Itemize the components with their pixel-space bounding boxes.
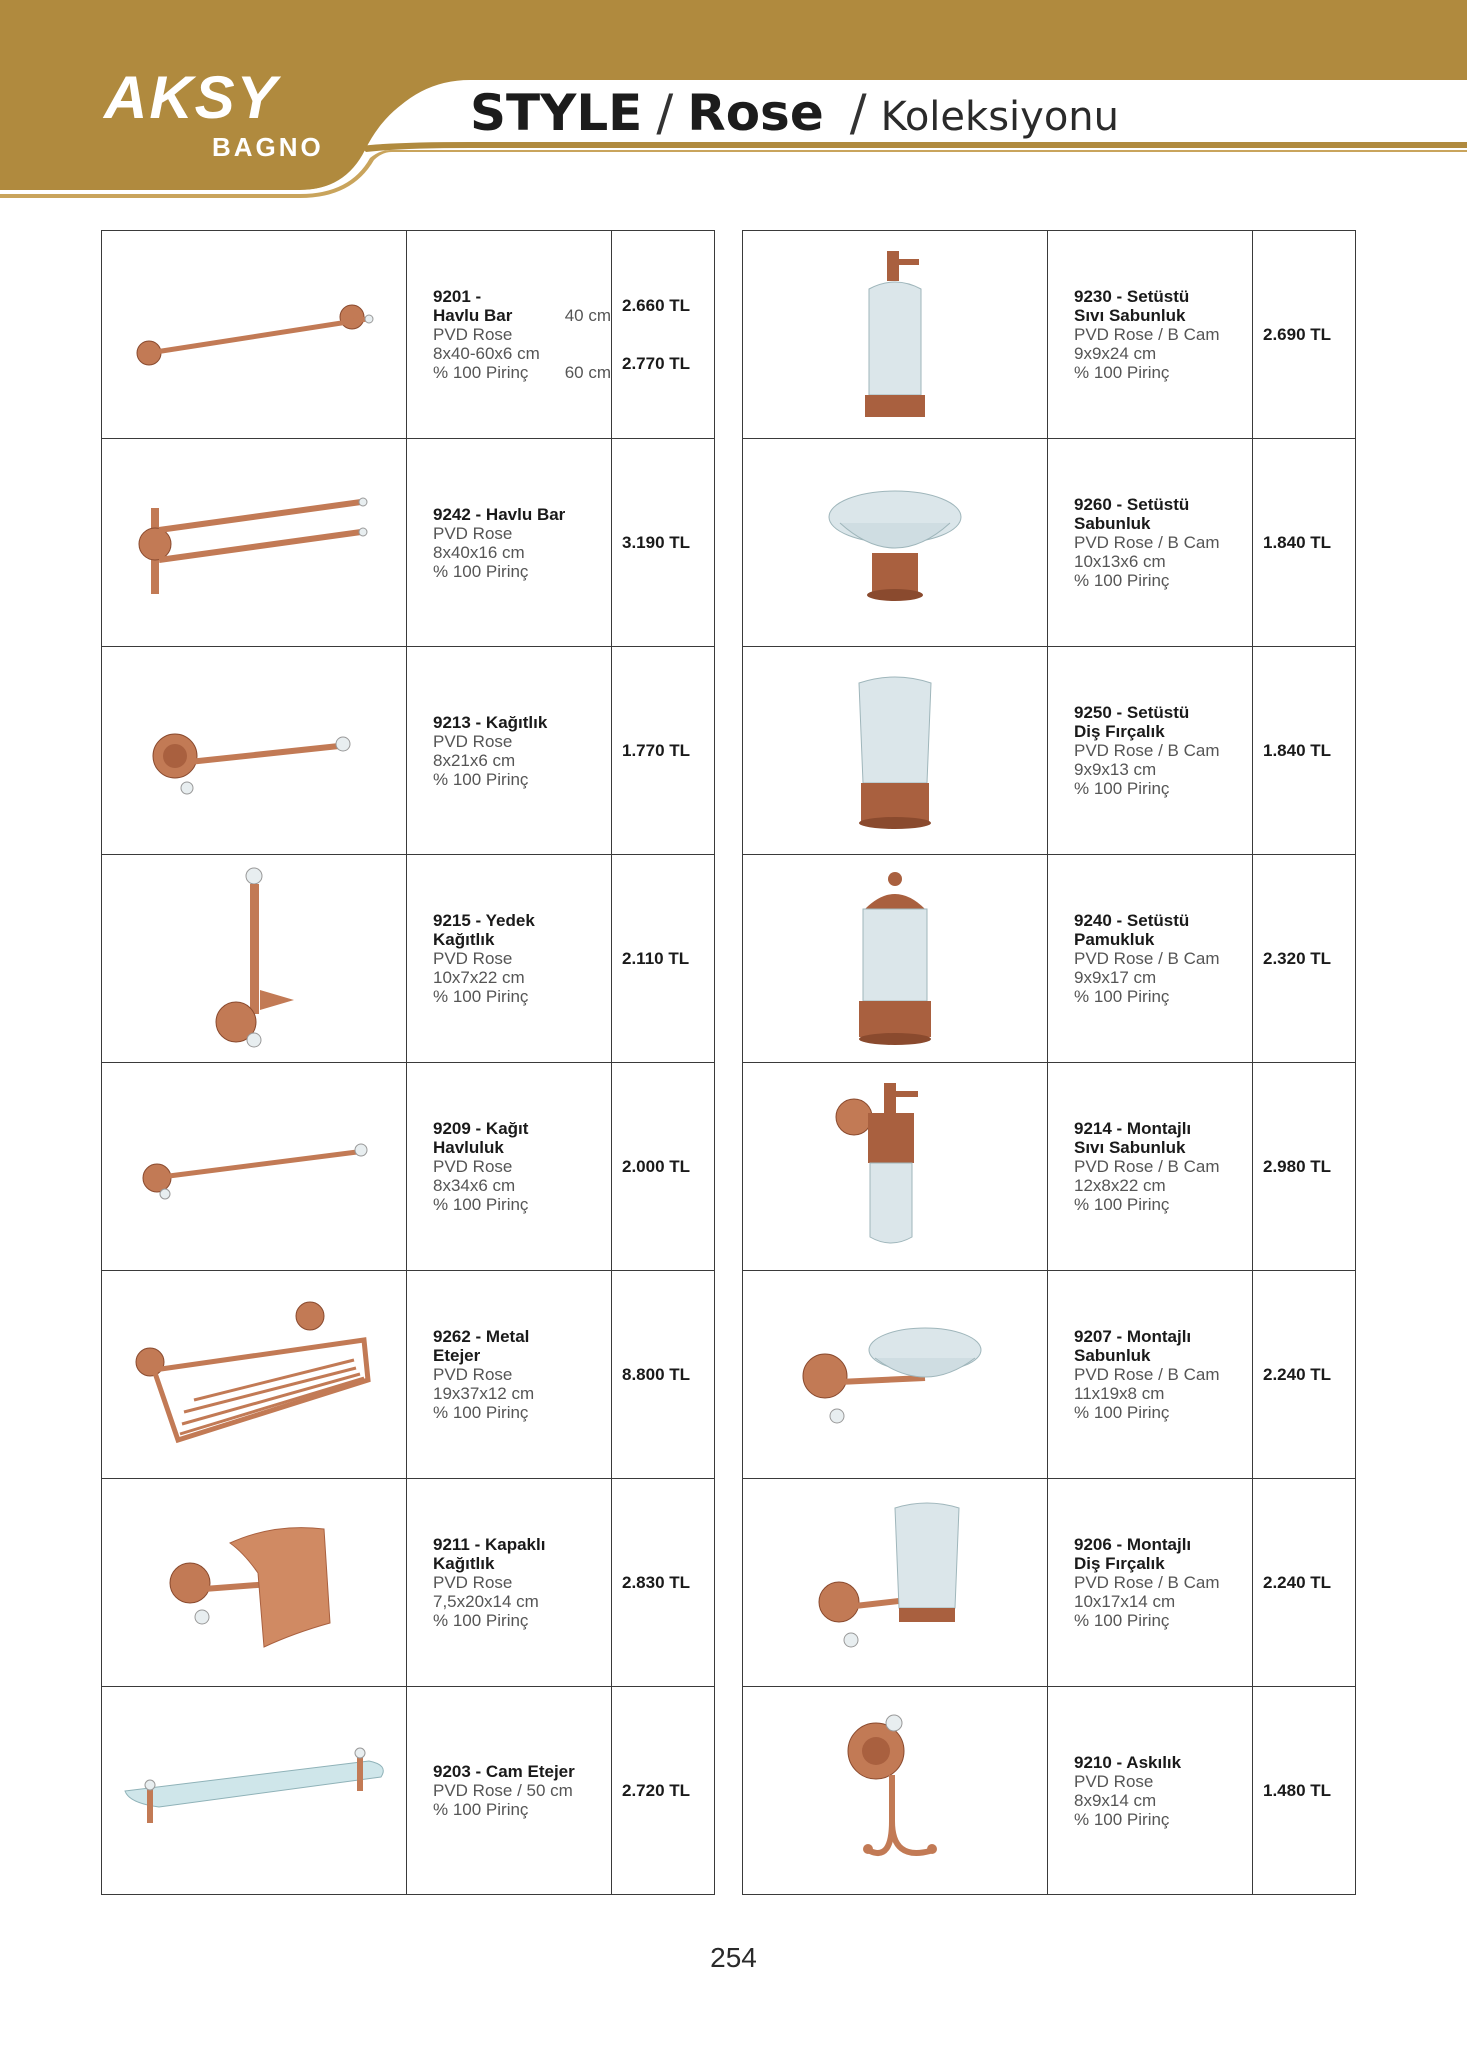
- cotton-jar-icon: [835, 869, 955, 1049]
- product-table-left: [101, 230, 715, 1895]
- product-table-right: [742, 230, 1356, 1895]
- product-info: [407, 647, 612, 855]
- product-info: [1048, 1271, 1253, 1479]
- product-brass: % 100 Pirinç: [433, 987, 529, 1006]
- product-info: [407, 855, 612, 1063]
- product-image-cell: [743, 1271, 1048, 1479]
- product-image-cell: [102, 1687, 407, 1895]
- product-brass: % 100 Pirinç: [433, 561, 529, 581]
- product-price: 2.980 TL: [1263, 1156, 1332, 1176]
- product-row: [743, 647, 1356, 855]
- product-dimensions: 10x17x14 cm: [1074, 1592, 1176, 1611]
- product-image-cell: [102, 439, 407, 647]
- product-price-cell: [1253, 1479, 1356, 1687]
- product-material: PVD Rose: [433, 1573, 513, 1592]
- product-info: [407, 231, 612, 439]
- product-price-cell: [612, 1271, 715, 1479]
- product-dimensions: 9x9x17 cm: [1074, 968, 1157, 987]
- product-dimensions: 7,5x20x14 cm: [433, 1592, 539, 1611]
- product-row: [102, 1687, 715, 1895]
- product-material: PVD Rose / B Cam: [1074, 1157, 1220, 1176]
- product-row: [743, 231, 1356, 439]
- product-material: PVD Rose / B Cam: [1074, 533, 1220, 552]
- product-name-line2: Diş Fırçalık: [1074, 722, 1165, 741]
- product-row: [102, 231, 715, 439]
- product-material: PVD Rose / 50 cm: [433, 1781, 573, 1800]
- product-brass: % 100 Pirinç: [433, 363, 529, 382]
- product-price-cell: [1253, 439, 1356, 647]
- product-image-cell: [102, 647, 407, 855]
- product-row: [743, 1687, 1356, 1895]
- product-name-line2: Havluluk: [433, 1138, 504, 1157]
- soap-dish-icon: [820, 483, 970, 603]
- product-brass: % 100 Pirinç: [1074, 779, 1170, 798]
- product-material: PVD Rose / B Cam: [1074, 1365, 1220, 1384]
- product-row: [102, 855, 715, 1063]
- spare-paper-holder-icon: [194, 864, 314, 1054]
- product-name-line2: Sıvı Sabunluk: [1074, 306, 1186, 325]
- product-code-name: 9215 - Yedek: [433, 911, 535, 930]
- product-price: 2.720 TL: [622, 1780, 691, 1800]
- product-image-cell: [102, 1479, 407, 1687]
- product-price: 1.770 TL: [622, 740, 691, 760]
- product-price: 3.190 TL: [622, 532, 691, 552]
- title-separator: /: [656, 84, 674, 142]
- product-brass: % 100 Pirinç: [1074, 1195, 1170, 1214]
- product-image-cell: [743, 1479, 1048, 1687]
- product-price: 1.480 TL: [1263, 1780, 1332, 1800]
- product-brass: % 100 Pirinç: [433, 769, 529, 789]
- product-row: [102, 1271, 715, 1479]
- product-price-cell: [612, 439, 715, 647]
- product-code-name: 9214 - Montajlı: [1074, 1119, 1192, 1138]
- paper-holder-icon: [139, 706, 369, 796]
- product-price-cell: [1253, 647, 1356, 855]
- product-material: PVD Rose / B Cam: [1074, 1573, 1220, 1592]
- product-dimensions: 9x9x24 cm: [1074, 344, 1157, 363]
- product-dimensions: 8x9x14 cm: [1074, 1790, 1157, 1810]
- product-code-name: 9242 - Havlu Bar: [433, 504, 566, 524]
- product-material: PVD Rose: [433, 949, 513, 968]
- product-info: [1048, 231, 1253, 439]
- product-dimensions: 9x9x13 cm: [1074, 760, 1157, 779]
- toothbrush-holder-icon: [835, 671, 955, 831]
- glass-shelf-icon: [119, 1741, 389, 1841]
- product-brass: % 100 Pirinç: [433, 1611, 529, 1630]
- product-code-name: 9201 -: [433, 287, 482, 306]
- product-price: 1.840 TL: [1263, 532, 1332, 552]
- product-price: 2.830 TL: [622, 1572, 691, 1592]
- product-price: 2.000 TL: [622, 1156, 691, 1176]
- metal-shelf-icon: [124, 1300, 384, 1450]
- product-info: [1048, 855, 1253, 1063]
- product-material: PVD Rose / B Cam: [1074, 949, 1220, 968]
- product-brass: % 100 Pirinç: [1074, 363, 1170, 382]
- product-image-cell: [102, 1063, 407, 1271]
- product-dimensions: 12x8x22 cm: [1074, 1176, 1166, 1195]
- product-price: 2.320 TL: [1263, 948, 1332, 968]
- product-brass: % 100 Pirinç: [1074, 1809, 1170, 1829]
- product-code-name: 9203 - Cam Etejer: [433, 1762, 575, 1781]
- product-price-cell: [1253, 855, 1356, 1063]
- product-code-name: 9240 - Setüstü: [1074, 911, 1190, 930]
- product-brass: % 100 Pirinç: [1074, 1403, 1170, 1422]
- product-price: 2.660 TL: [622, 295, 691, 315]
- product-brass: % 100 Pirinç: [433, 1403, 529, 1422]
- product-image-cell: [743, 1063, 1048, 1271]
- product-info: [407, 1687, 612, 1895]
- product-name-line2: Havlu Bar: [433, 306, 513, 325]
- page-title: [470, 84, 1119, 142]
- product-price-cell: [1253, 1687, 1356, 1895]
- product-row: [102, 439, 715, 647]
- product-price-cell: [1253, 1063, 1356, 1271]
- product-price: 2.110 TL: [622, 948, 690, 968]
- product-price-cell: [612, 1687, 715, 1895]
- product-brass: % 100 Pirinç: [1074, 987, 1170, 1006]
- double-towel-bar-icon: [129, 488, 379, 598]
- product-dimensions: 8x21x6 cm: [433, 750, 516, 770]
- product-code-name: 9209 - Kağıt: [433, 1119, 529, 1138]
- product-dimensions: 8x40-60x6 cm: [433, 344, 540, 363]
- product-price-cell: [612, 647, 715, 855]
- product-price: 1.840 TL: [1263, 740, 1332, 760]
- product-row: [743, 1063, 1356, 1271]
- robe-hook-icon: [830, 1701, 960, 1881]
- product-name-line2: Sabunluk: [1074, 514, 1151, 533]
- product-name-line2: Etejer: [433, 1346, 481, 1365]
- product-name-line2: Diş Fırçalık: [1074, 1554, 1165, 1573]
- product-dimensions: 8x40x16 cm: [433, 542, 525, 562]
- product-info: [407, 1479, 612, 1687]
- page-number: 254: [710, 1942, 757, 1973]
- product-material: PVD Rose: [433, 325, 513, 344]
- product-price: 2.240 TL: [1263, 1364, 1332, 1384]
- product-code-name: 9230 - Setüstü: [1074, 287, 1190, 306]
- soap-dispenser-icon: [835, 245, 955, 425]
- product-price-cell: [612, 231, 715, 439]
- product-row: [102, 647, 715, 855]
- product-name-line2: Sabunluk: [1074, 1346, 1151, 1365]
- wall-soap-dispenser-icon: [830, 1077, 960, 1257]
- product-image-cell: [743, 855, 1048, 1063]
- product-info: [1048, 1479, 1253, 1687]
- product-price: 8.800 TL: [622, 1364, 691, 1384]
- brand-subname: BAGNO: [212, 132, 324, 162]
- product-code-name: 9210 - Askılık: [1074, 1752, 1182, 1772]
- page-header: [0, 0, 1467, 200]
- product-material: PVD Rose: [433, 1365, 513, 1384]
- product-image-cell: [102, 855, 407, 1063]
- product-material: PVD Rose / B Cam: [1074, 325, 1220, 344]
- product-dimensions: 19x37x12 cm: [433, 1384, 535, 1403]
- product-material: PVD Rose: [433, 1157, 513, 1176]
- product-brass: % 100 Pirinç: [433, 1195, 529, 1214]
- product-material: PVD Rose / B Cam: [1074, 741, 1220, 760]
- product-info: [1048, 647, 1253, 855]
- title-rose: Rose: [687, 84, 824, 142]
- product-name-line2: Kağıtlık: [433, 930, 495, 949]
- product-price-cell: [612, 1479, 715, 1687]
- product-material: PVD Rose: [433, 523, 513, 543]
- title-style: STYLE: [470, 84, 643, 142]
- title-collection: Koleksiyonu: [880, 94, 1119, 140]
- product-brass: % 100 Pirinç: [1074, 571, 1170, 590]
- product-name-line2: Pamukluk: [1074, 930, 1155, 949]
- product-image-cell: [102, 231, 407, 439]
- brand-logo: [104, 64, 344, 168]
- product-info: [407, 439, 612, 647]
- product-material: PVD Rose: [433, 731, 513, 751]
- product-price-alt: 2.770 TL: [622, 353, 691, 373]
- product-image-cell: [743, 1687, 1048, 1895]
- product-price: 2.240 TL: [1263, 1572, 1332, 1592]
- product-code-name: 9260 - Setüstü: [1074, 495, 1190, 514]
- paper-towel-holder-icon: [129, 1132, 379, 1202]
- product-dimensions: 10x7x22 cm: [433, 968, 525, 987]
- product-code-name: 9262 - Metal: [433, 1327, 530, 1346]
- towel-bar-icon: [129, 295, 379, 375]
- product-size-a: 40 cm: [564, 306, 611, 325]
- product-price-cell: [1253, 1271, 1356, 1479]
- product-row: [743, 1479, 1356, 1687]
- product-row: [102, 1063, 715, 1271]
- product-image-cell: [743, 647, 1048, 855]
- product-price: 2.690 TL: [1263, 324, 1332, 344]
- product-brass: % 100 Pirinç: [1074, 1611, 1170, 1630]
- product-row: [743, 1271, 1356, 1479]
- product-info: [407, 1271, 612, 1479]
- product-row: [102, 1479, 715, 1687]
- product-row: [743, 855, 1356, 1063]
- product-code-name: 9250 - Setüstü: [1074, 703, 1190, 722]
- product-info: [1048, 1063, 1253, 1271]
- product-dimensions: 8x34x6 cm: [433, 1176, 516, 1195]
- product-code-name: 9211 - Kapaklı: [433, 1535, 546, 1554]
- product-dimensions: 10x13x6 cm: [1074, 552, 1166, 571]
- product-name-line2: Sıvı Sabunluk: [1074, 1138, 1186, 1157]
- product-code-name: 9213 - Kağıtlık: [433, 712, 548, 732]
- product-material: PVD Rose: [1074, 1771, 1154, 1791]
- product-row: [743, 439, 1356, 647]
- product-info: [407, 1063, 612, 1271]
- product-info: [1048, 1687, 1253, 1895]
- wall-soap-dish-icon: [795, 1320, 995, 1430]
- title-separator: /: [849, 84, 867, 142]
- product-info: [1048, 439, 1253, 647]
- product-code-name: 9206 - Montajlı: [1074, 1535, 1192, 1554]
- product-price-cell: [612, 855, 715, 1063]
- product-price-cell: [612, 1063, 715, 1271]
- product-image-cell: [743, 231, 1048, 439]
- brand-name: AKSY: [104, 64, 279, 131]
- product-name-line2: Kağıtlık: [433, 1554, 495, 1573]
- product-code-name: 9207 - Montajlı: [1074, 1327, 1192, 1346]
- product-image-cell: [743, 439, 1048, 647]
- product-image-cell: [102, 1271, 407, 1479]
- product-dimensions: 11x19x8 cm: [1074, 1384, 1165, 1403]
- product-price-cell: [1253, 231, 1356, 439]
- wall-toothbrush-holder-icon: [815, 1498, 975, 1668]
- product-size-b: 60 cm: [564, 363, 611, 382]
- covered-paper-holder-icon: [154, 1513, 354, 1653]
- product-brass: % 100 Pirinç: [433, 1800, 529, 1819]
